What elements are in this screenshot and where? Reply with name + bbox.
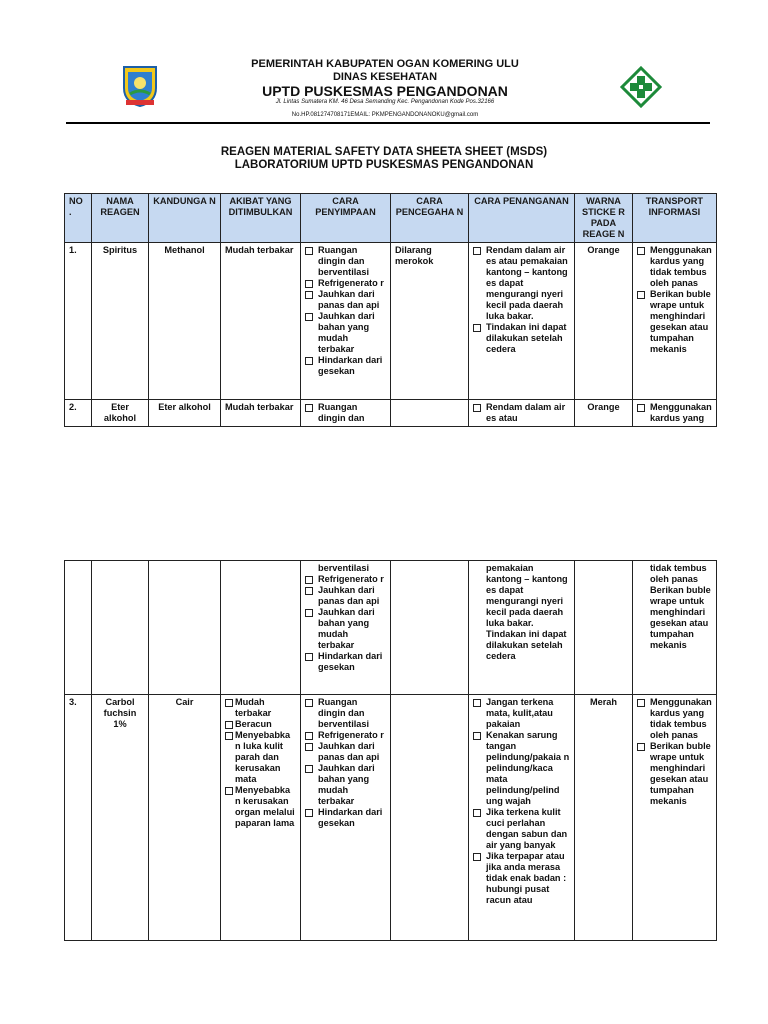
letterhead-rule xyxy=(66,122,710,124)
cell-penanganan xyxy=(469,695,575,941)
cell-warna: Orange xyxy=(575,400,633,427)
letterhead-line2: DINAS KESEHATAN xyxy=(332,71,438,83)
cell-transport xyxy=(633,695,717,941)
list-item-continued: pemakaian kantong – kantong es dapat mengurangi nyeri kecil pada daerah luka bakar. Tindakan ini dapat dilakukan setelah cedera xyxy=(486,563,568,661)
cell-no: 3. xyxy=(65,695,92,941)
list-item: Ruangan dingin dan berventilasi xyxy=(305,245,386,278)
table-row xyxy=(65,695,717,941)
list-item-continued: tidak tembus oleh panas Berikan buble wrape untuk menghindari gesekan atau tumpahan mekanis xyxy=(650,563,711,650)
cell-penyimpanan xyxy=(301,695,391,941)
table-row xyxy=(65,561,717,695)
col-header-warna: WARNA STICKE R PADA REAGE N xyxy=(575,194,633,243)
list-item: Mudah terbakar xyxy=(225,697,296,719)
col-header-no: NO . xyxy=(65,194,92,243)
cell-kandungan: Cair xyxy=(149,695,221,941)
msds-table xyxy=(64,193,717,427)
cell-pencegahan xyxy=(391,400,469,427)
document-title: REAGEN MATERIAL SAFETY DATA SHEETA SHEET (MSDS) xyxy=(220,146,548,158)
cell-akibat: Mudah terbakar xyxy=(221,243,301,400)
cell-pencegahan xyxy=(391,561,469,695)
list-item: Jauhkan dari panas dan api xyxy=(305,289,386,311)
list-item-continued: berventilasi xyxy=(318,563,370,573)
list-item: Beracun xyxy=(225,719,296,730)
cell-kandungan: Eter alkohol xyxy=(149,400,221,427)
cell-akibat xyxy=(221,695,301,941)
col-header-penyimpanan: CARA PENYIMPAAN xyxy=(301,194,391,243)
cell-warna xyxy=(575,561,633,695)
list-item: Jangan terkena mata, kulit,atau pakaian xyxy=(473,697,570,730)
col-header-transport: TRANSPORT INFORMASI xyxy=(633,194,717,243)
letterhead-contact: No.HP.081274708171EMAIL: PKMPENGANDONANOKU@gmail.com xyxy=(291,112,479,118)
list-item: Jauhkan dari bahan yang mudah terbakar xyxy=(305,311,386,355)
list-item: Ruangan dingin dan xyxy=(305,402,386,424)
cell-warna: Merah xyxy=(575,695,633,941)
cell-no: 2. xyxy=(65,400,92,427)
cell-no xyxy=(65,561,92,695)
table-row xyxy=(65,400,717,427)
cell-penanganan xyxy=(469,400,575,427)
cell-nama: Eter alkohol xyxy=(92,400,149,427)
cell-transport xyxy=(633,243,717,400)
list-item: Menyebabka n kerusakan organ melalui paparan lama xyxy=(225,785,296,829)
list-item: Menggunakan kardus yang tidak tembus oleh panas xyxy=(637,245,712,289)
list-item: Rendam dalam air es atau pemakaian kantong – kantong es dapat mengurangi nyeri kecil pada daerah luka bakar. xyxy=(473,245,570,322)
list-item: Menggunakan kardus yang xyxy=(637,402,712,424)
cell-warna: Orange xyxy=(575,243,633,400)
cell-penyimpanan xyxy=(301,561,391,695)
cell-pencegahan xyxy=(391,695,469,941)
list-item: Menggunakan kardus yang tidak tembus oleh panas xyxy=(637,697,712,741)
list-item: Refrigenerato r xyxy=(305,278,386,289)
list-item: Jauhkan dari bahan yang mudah terbakar xyxy=(305,607,386,651)
cell-no: 1. xyxy=(65,243,92,400)
cell-transport xyxy=(633,561,717,695)
col-header-nama: NAMA REAGEN xyxy=(92,194,149,243)
cell-nama xyxy=(92,561,149,695)
table-row xyxy=(65,243,717,400)
letterhead-address: Jl. Lintas Sumatera KM. 46 Desa Semanding Kec. Pengandonan Kode Pos.32166 xyxy=(275,99,495,105)
cell-akibat: Mudah terbakar xyxy=(221,400,301,427)
list-item: Hindarkan dari gesekan xyxy=(305,651,386,673)
table-header-row xyxy=(65,194,717,243)
msds-table-continued xyxy=(64,560,717,941)
list-item: Refrigenerato r xyxy=(305,730,386,741)
cell-penyimpanan xyxy=(301,243,391,400)
letterhead-title: UPTD PUSKESMAS PENGANDONAN xyxy=(262,83,508,99)
cell-kandungan: Methanol xyxy=(149,243,221,400)
list-item: Berikan buble wrape untuk menghindari gesekan atau tumpahan mekanis xyxy=(637,289,712,355)
col-header-pencegahan: CARA PENCEGAHA N xyxy=(391,194,469,243)
list-item: Jika terkena kulit cuci perlahan dengan sabun dan air yang banyak xyxy=(473,807,570,851)
cell-penanganan xyxy=(469,561,575,695)
list-item: Jauhkan dari panas dan api xyxy=(305,741,386,763)
cell-penyimpanan xyxy=(301,400,391,427)
regency-emblem-icon xyxy=(120,64,160,108)
document-subtitle: LABORATORIUM UPTD PUSKESMAS PENGANDONAN xyxy=(234,159,534,171)
list-item: Hindarkan dari gesekan xyxy=(305,355,386,377)
col-header-akibat: AKIBAT YANG DITIMBULKAN xyxy=(221,194,301,243)
cell-akibat xyxy=(221,561,301,695)
cell-nama: Spiritus xyxy=(92,243,149,400)
list-item: Menyebabka n luka kulit parah dan kerusakan mata xyxy=(225,730,296,785)
list-item: Jauhkan dari bahan yang mudah terbakar xyxy=(305,763,386,807)
list-item: Tindakan ini dapat dilakukan setelah cedera xyxy=(473,322,570,355)
list-item: Refrigenerato r xyxy=(305,574,386,585)
list-item: Hindarkan dari gesekan xyxy=(305,807,386,829)
col-header-kandungan: KANDUNGA N xyxy=(149,194,221,243)
list-item: Berikan buble wrape untuk menghindari gesekan atau tumpahan mekanis xyxy=(637,741,712,807)
puskesmas-cross-icon xyxy=(620,66,662,108)
col-header-penanganan: CARA PENANGANAN xyxy=(469,194,575,243)
list-item: Jauhkan dari panas dan api xyxy=(305,585,386,607)
letterhead-line1: PEMERINTAH KABUPATEN OGAN KOMERING ULU xyxy=(251,58,519,70)
cell-kandungan xyxy=(149,561,221,695)
cell-penanganan xyxy=(469,243,575,400)
cell-pencegahan: Dilarang merokok xyxy=(391,243,469,400)
list-item: Kenakan sarung tangan pelindung/pakaia n pelindung/kaca mata pelindung/pelind ung wajah xyxy=(473,730,570,807)
list-item: Ruangan dingin dan berventilasi xyxy=(305,697,386,730)
cell-transport xyxy=(633,400,717,427)
list-item: Jika terpapar atau jika anda merasa tidak enak badan : hubungi pusat racun atau xyxy=(473,851,570,906)
list-item: Rendam dalam air es atau xyxy=(473,402,570,424)
cell-nama: Carbol fuchsin 1% xyxy=(92,695,149,941)
